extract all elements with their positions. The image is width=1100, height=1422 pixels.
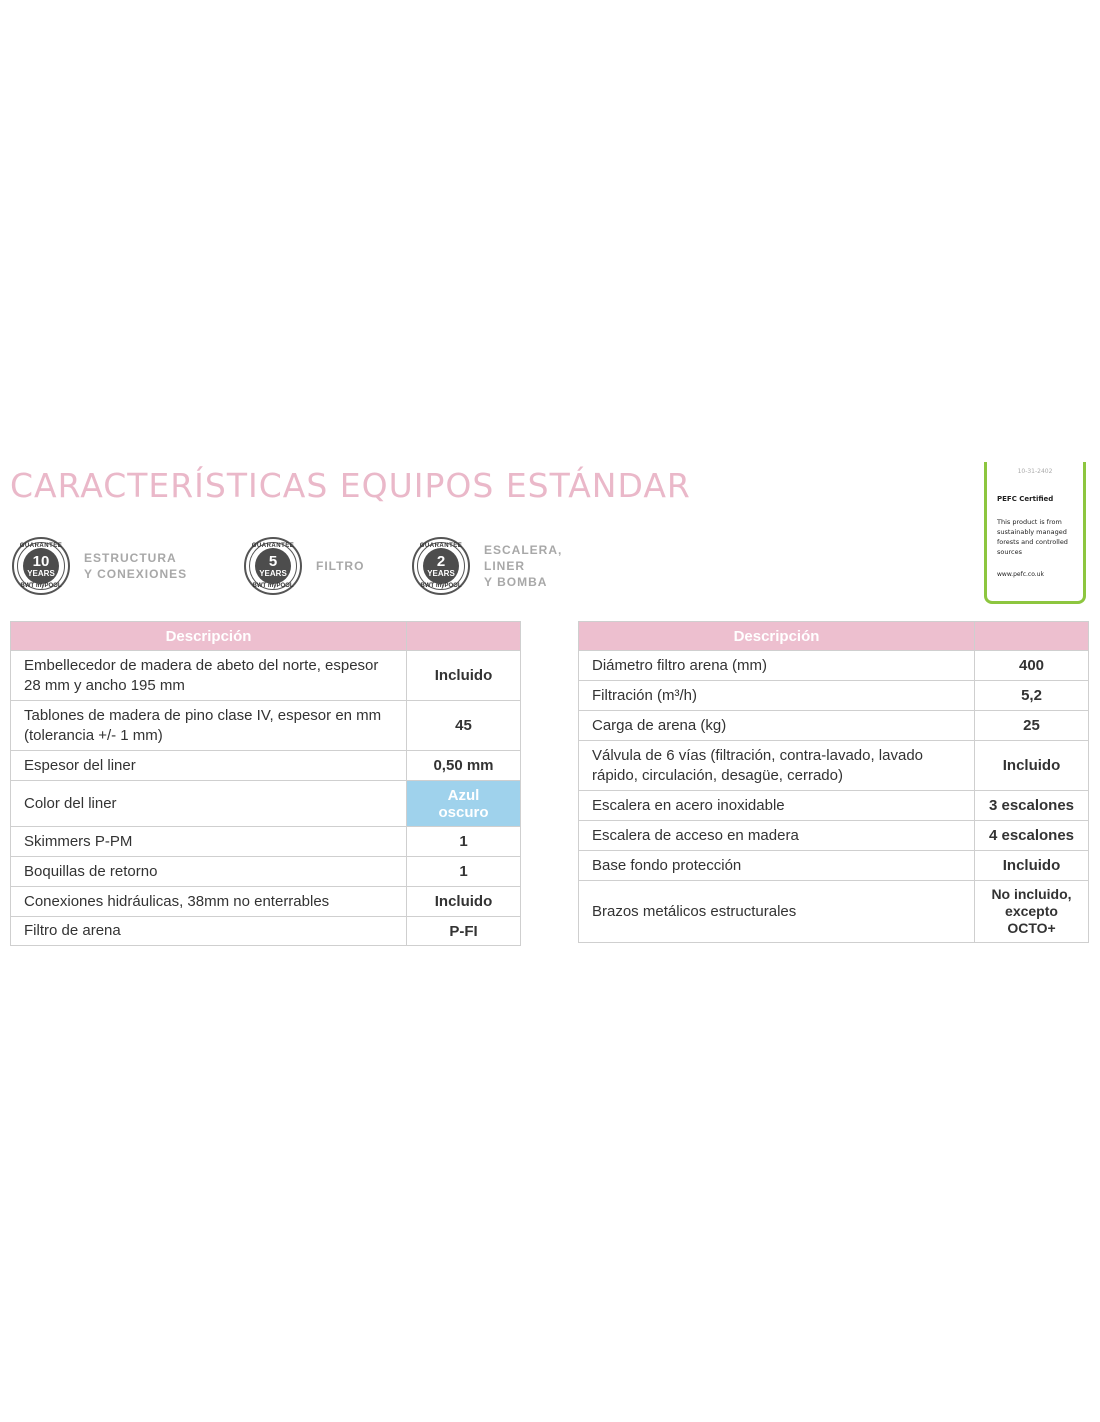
table-row <box>579 821 1089 851</box>
page-title: CARACTERÍSTICAS EQUIPOS ESTÁNDAR <box>10 466 691 505</box>
row-description: Conexiones hidráulicas, 38mm no enterrables <box>11 887 407 917</box>
table-row <box>11 857 521 887</box>
badge-label: ESCALERA, LINER Y BOMBA <box>484 543 563 589</box>
badge-top-text: GUARANTEE <box>419 543 463 549</box>
table-row <box>11 827 521 857</box>
table-row <box>579 741 1089 791</box>
guarantee-seal-icon <box>12 537 70 595</box>
badge-brand-text: BWT myPOOL <box>420 583 462 589</box>
badge-top-text: GUARANTEE <box>251 543 295 549</box>
row-value: 400 <box>975 651 1089 681</box>
badge-brand-text: BWT myPOOL <box>252 583 294 589</box>
row-value: 3 escalones <box>975 791 1089 821</box>
badge-number: 5 <box>268 553 278 570</box>
liner-color-value: Azul oscuro <box>407 781 521 827</box>
table-row <box>11 701 521 751</box>
row-value: 1 <box>407 857 521 887</box>
badge-brand-text: BWT myPOOL <box>20 583 62 589</box>
row-value: Incluido <box>407 887 521 917</box>
row-value: Incluido <box>407 651 521 701</box>
row-value: Incluido <box>975 851 1089 881</box>
badge-unit: YEARS <box>427 569 455 578</box>
row-description: Escalera de acceso en madera <box>579 821 975 851</box>
certificate-heading: PEFC Certified <box>997 495 1054 503</box>
row-value: 0,50 mm <box>407 751 521 781</box>
badge-label: FILTRO <box>316 559 365 573</box>
spec-table-left <box>10 621 521 946</box>
spec-table-right <box>578 621 1089 943</box>
row-description: Filtro de arena <box>11 917 407 946</box>
row-value: 25 <box>975 711 1089 741</box>
table-row <box>579 791 1089 821</box>
table-row <box>579 681 1089 711</box>
guarantee-seal-icon <box>412 537 470 595</box>
table-row <box>11 887 521 917</box>
guarantee-badge-5 <box>244 534 364 598</box>
row-description: Diámetro filtro arena (mm) <box>579 651 975 681</box>
row-description: Escalera en acero inoxidable <box>579 791 975 821</box>
badge-top-text: GUARANTEE <box>19 543 63 549</box>
row-value: No incluido, excepto OCTO+ <box>975 881 1089 943</box>
row-value: 45 <box>407 701 521 751</box>
row-description: Boquillas de retorno <box>11 857 407 887</box>
badge-label: ESTRUCTURA Y CONEXIONES <box>84 551 188 581</box>
column-header-value <box>407 622 521 651</box>
table-header-row <box>11 622 521 651</box>
column-header-description: Descripción <box>579 622 975 651</box>
table-row <box>579 881 1089 943</box>
row-description: Brazos metálicos estructurales <box>579 881 975 943</box>
row-value: 5,2 <box>975 681 1089 711</box>
badge-number: 2 <box>436 553 446 570</box>
pefc-certificate <box>984 462 1086 604</box>
row-value: 1 <box>407 827 521 857</box>
table-row <box>579 711 1089 741</box>
row-description: Base fondo protección <box>579 851 975 881</box>
table-row <box>11 751 521 781</box>
badge-number: 10 <box>32 553 50 570</box>
row-description: Carga de arena (kg) <box>579 711 975 741</box>
row-description: Skimmers P-PM <box>11 827 407 857</box>
certificate-text: This product is from sustainably managed forests and controlled sources <box>997 518 1068 556</box>
row-description: Filtración (m³/h) <box>579 681 975 711</box>
certificate-code: 10-31-2402 <box>1017 468 1053 475</box>
table-row <box>11 917 521 946</box>
row-description: Tablones de madera de pino clase IV, espesor en mm (tolerancia +/- 1 mm) <box>11 701 407 751</box>
certificate-url: www.pefc.co.uk <box>997 571 1044 578</box>
row-description: Color del liner <box>11 781 407 827</box>
row-value: Incluido <box>975 741 1089 791</box>
guarantee-badge-10 <box>12 534 187 598</box>
row-value: 4 escalones <box>975 821 1089 851</box>
row-value: P-FI <box>407 917 521 946</box>
row-description: Espesor del liner <box>11 751 407 781</box>
table-row <box>579 851 1089 881</box>
guarantee-seal-icon <box>244 537 302 595</box>
row-description: Embellecedor de madera de abeto del norte, espesor 28 mm y ancho 195 mm <box>11 651 407 701</box>
column-header-value <box>975 622 1089 651</box>
table-row <box>579 651 1089 681</box>
badge-unit: YEARS <box>259 569 287 578</box>
table-row <box>11 651 521 701</box>
guarantee-badge-2 <box>412 534 562 598</box>
table-row <box>11 781 521 827</box>
table-header-row <box>579 622 1089 651</box>
column-header-description: Descripción <box>11 622 407 651</box>
badge-unit: YEARS <box>27 569 55 578</box>
row-description: Válvula de 6 vías (filtración, contra-lavado, lavado rápido, circulación, desagüe, cerrado) <box>579 741 975 791</box>
